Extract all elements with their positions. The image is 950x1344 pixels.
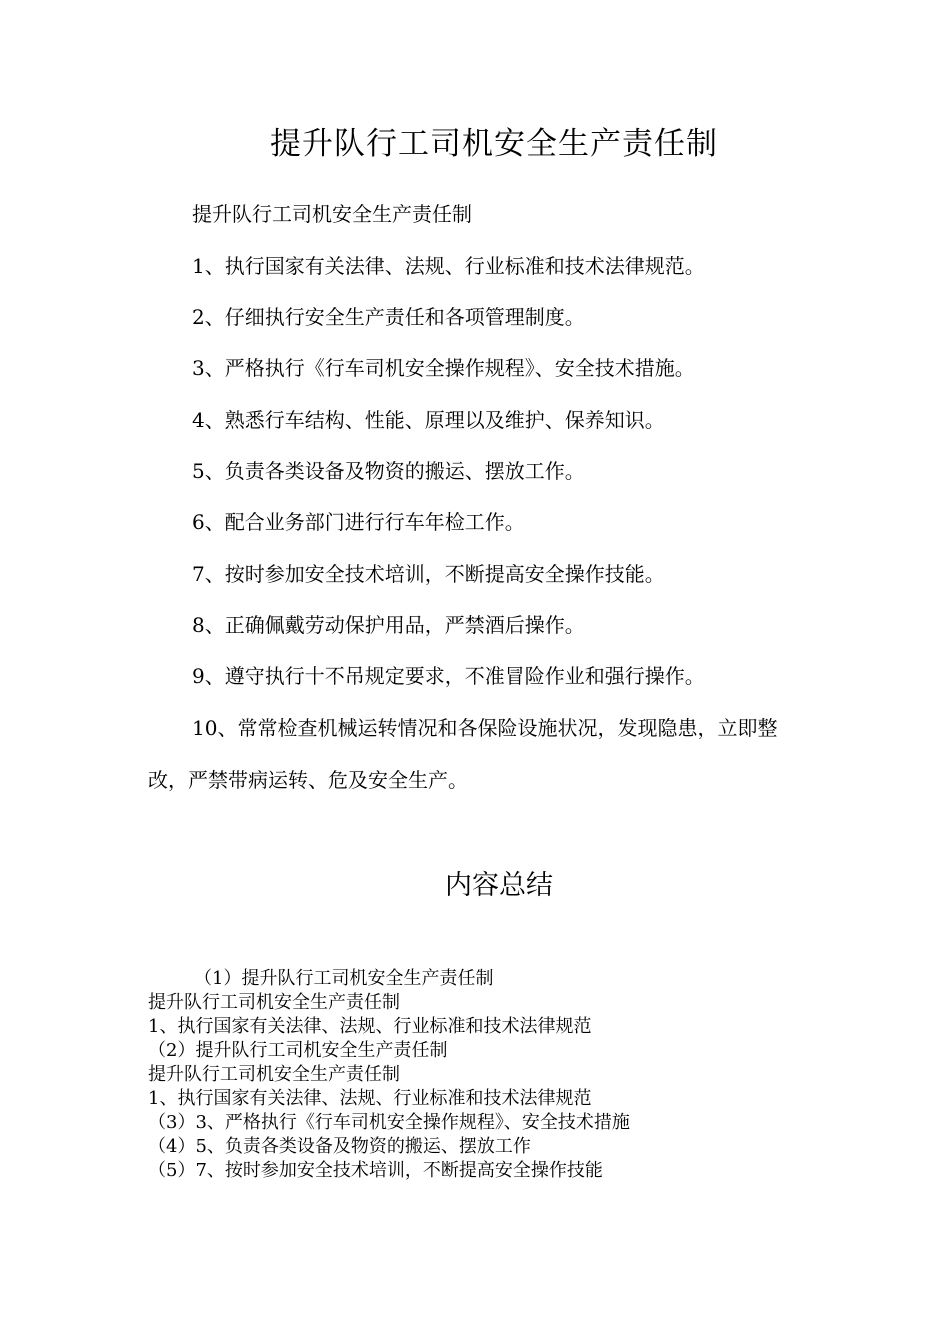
document-subtitle: 提升队行工司机安全生产责任制: [192, 202, 472, 226]
summary-line: 1、执行国家有关法律、法规、行业标准和技术法律规范: [148, 1088, 592, 1109]
summary-line: （5）7、按时参加安全技术培训，不断提高安全操作技能: [148, 1160, 603, 1181]
list-item: 8、正确佩戴劳动保护用品，严禁酒后操作。: [192, 613, 585, 637]
summary-line: 提升队行工司机安全生产责任制: [148, 1064, 400, 1085]
summary-title: 内容总结: [445, 870, 553, 901]
list-item-10: 10、常常检查机械运转情况和各保险设施状况，发现隐患，立即整改，严禁带病运转、危及安全生产。: [148, 716, 778, 792]
document-title: 提升队行工司机安全生产责任制: [270, 126, 718, 162]
list-item: 7、按时参加安全技术培训，不断提高安全操作技能。: [192, 562, 665, 586]
summary-line: 提升队行工司机安全生产责任制: [148, 992, 400, 1013]
list-item: 9、遵守执行十不吊规定要求，不准冒险作业和强行操作。: [192, 664, 705, 688]
list-item: 6、配合业务部门进行行车年检工作。: [192, 510, 525, 534]
summary-line: （3）3、严格执行《行车司机安全操作规程》、安全技术措施: [148, 1112, 630, 1133]
list-item: 2、仔细执行安全生产责任和各项管理制度。: [192, 305, 585, 329]
list-item: 1、执行国家有关法律、法规、行业标准和技术法律规范。: [192, 254, 705, 278]
list-item: 5、负责各类设备及物资的搬运、摆放工作。: [192, 459, 585, 483]
list-item: 4、熟悉行车结构、性能、原理以及维护、保养知识。: [192, 408, 665, 432]
summary-line: （4）5、负责各类设备及物资的搬运、摆放工作: [148, 1136, 531, 1157]
summary-line: （1）提升队行工司机安全生产责任制: [194, 968, 494, 989]
summary-block: [148, 967, 848, 1183]
summary-line: （2）提升队行工司机安全生产责任制: [148, 1040, 448, 1061]
list-item: 3、严格执行《行车司机安全操作规程》、安全技术措施。: [192, 356, 695, 380]
summary-line: 1、执行国家有关法律、法规、行业标准和技术法律规范: [148, 1016, 592, 1037]
